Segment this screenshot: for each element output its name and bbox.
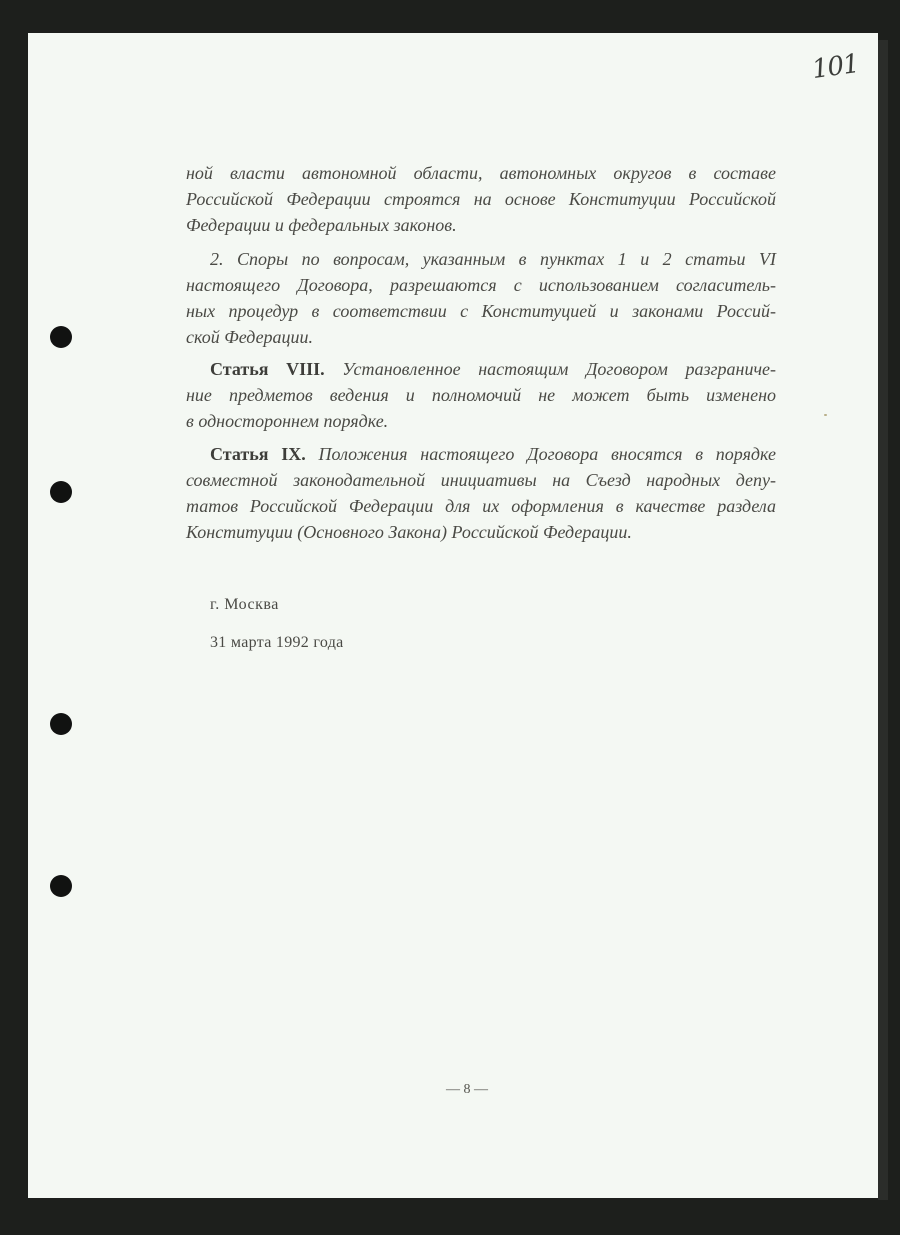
sheet-edge-shadow	[878, 40, 888, 1200]
text-line	[186, 441, 776, 467]
article-viii	[186, 356, 776, 434]
article-ix-heading: Статья IX.	[210, 444, 306, 464]
text-line: Федерации и федеральных законов.	[186, 215, 457, 235]
text-line: Российской Федерации строятся на основе Конституции Российской	[186, 189, 776, 209]
text-line: ние предметов ведения и полномочий не может быть изменено	[186, 385, 776, 405]
text-line: татов Российской Федерации для их оформления в качестве раздела	[186, 496, 776, 516]
article-ix	[186, 441, 776, 545]
text-line: ных процедур в соответствии с Конституцией и законами Россий-	[186, 301, 776, 321]
article-ix-first-line: Положения настоящего Договора вносятся в порядке	[318, 444, 777, 464]
text-line: настоящего Договора, разрешаются с использованием согласитель-	[186, 275, 776, 295]
text-line: в одностороннем порядке.	[186, 411, 389, 431]
article-viii-heading: Статья VIII.	[210, 359, 325, 379]
signing-place: г. Москва	[210, 596, 279, 613]
text-line: 2. Споры по вопросам, указанным в пунктах 1 и 2 статьи VI	[210, 249, 776, 269]
article-viii-first-line: Установленное настоящим Договором разграниче-	[342, 359, 777, 379]
paragraph-continuation	[186, 160, 776, 238]
footer-page-number: — 8 —	[446, 1082, 488, 1097]
punch-hole	[50, 875, 72, 897]
text-line: Конституции (Основного Закона) Российской Федерации.	[186, 522, 632, 542]
handwritten-page-number: 101	[810, 48, 861, 86]
punch-hole	[50, 713, 72, 735]
punch-hole	[50, 481, 72, 503]
paragraph-disputes	[186, 246, 776, 350]
text-line: ной власти автономной области, автономных округов в составе	[186, 163, 776, 183]
text-line: ской Федерации.	[186, 327, 314, 347]
punch-hole	[50, 326, 72, 348]
signing-date: 31 марта 1992 года	[210, 634, 344, 651]
paper-speck	[824, 414, 827, 416]
text-line: совместной законодательной инициативы на Съезд народных депу-	[186, 470, 776, 490]
text-line	[186, 356, 776, 382]
